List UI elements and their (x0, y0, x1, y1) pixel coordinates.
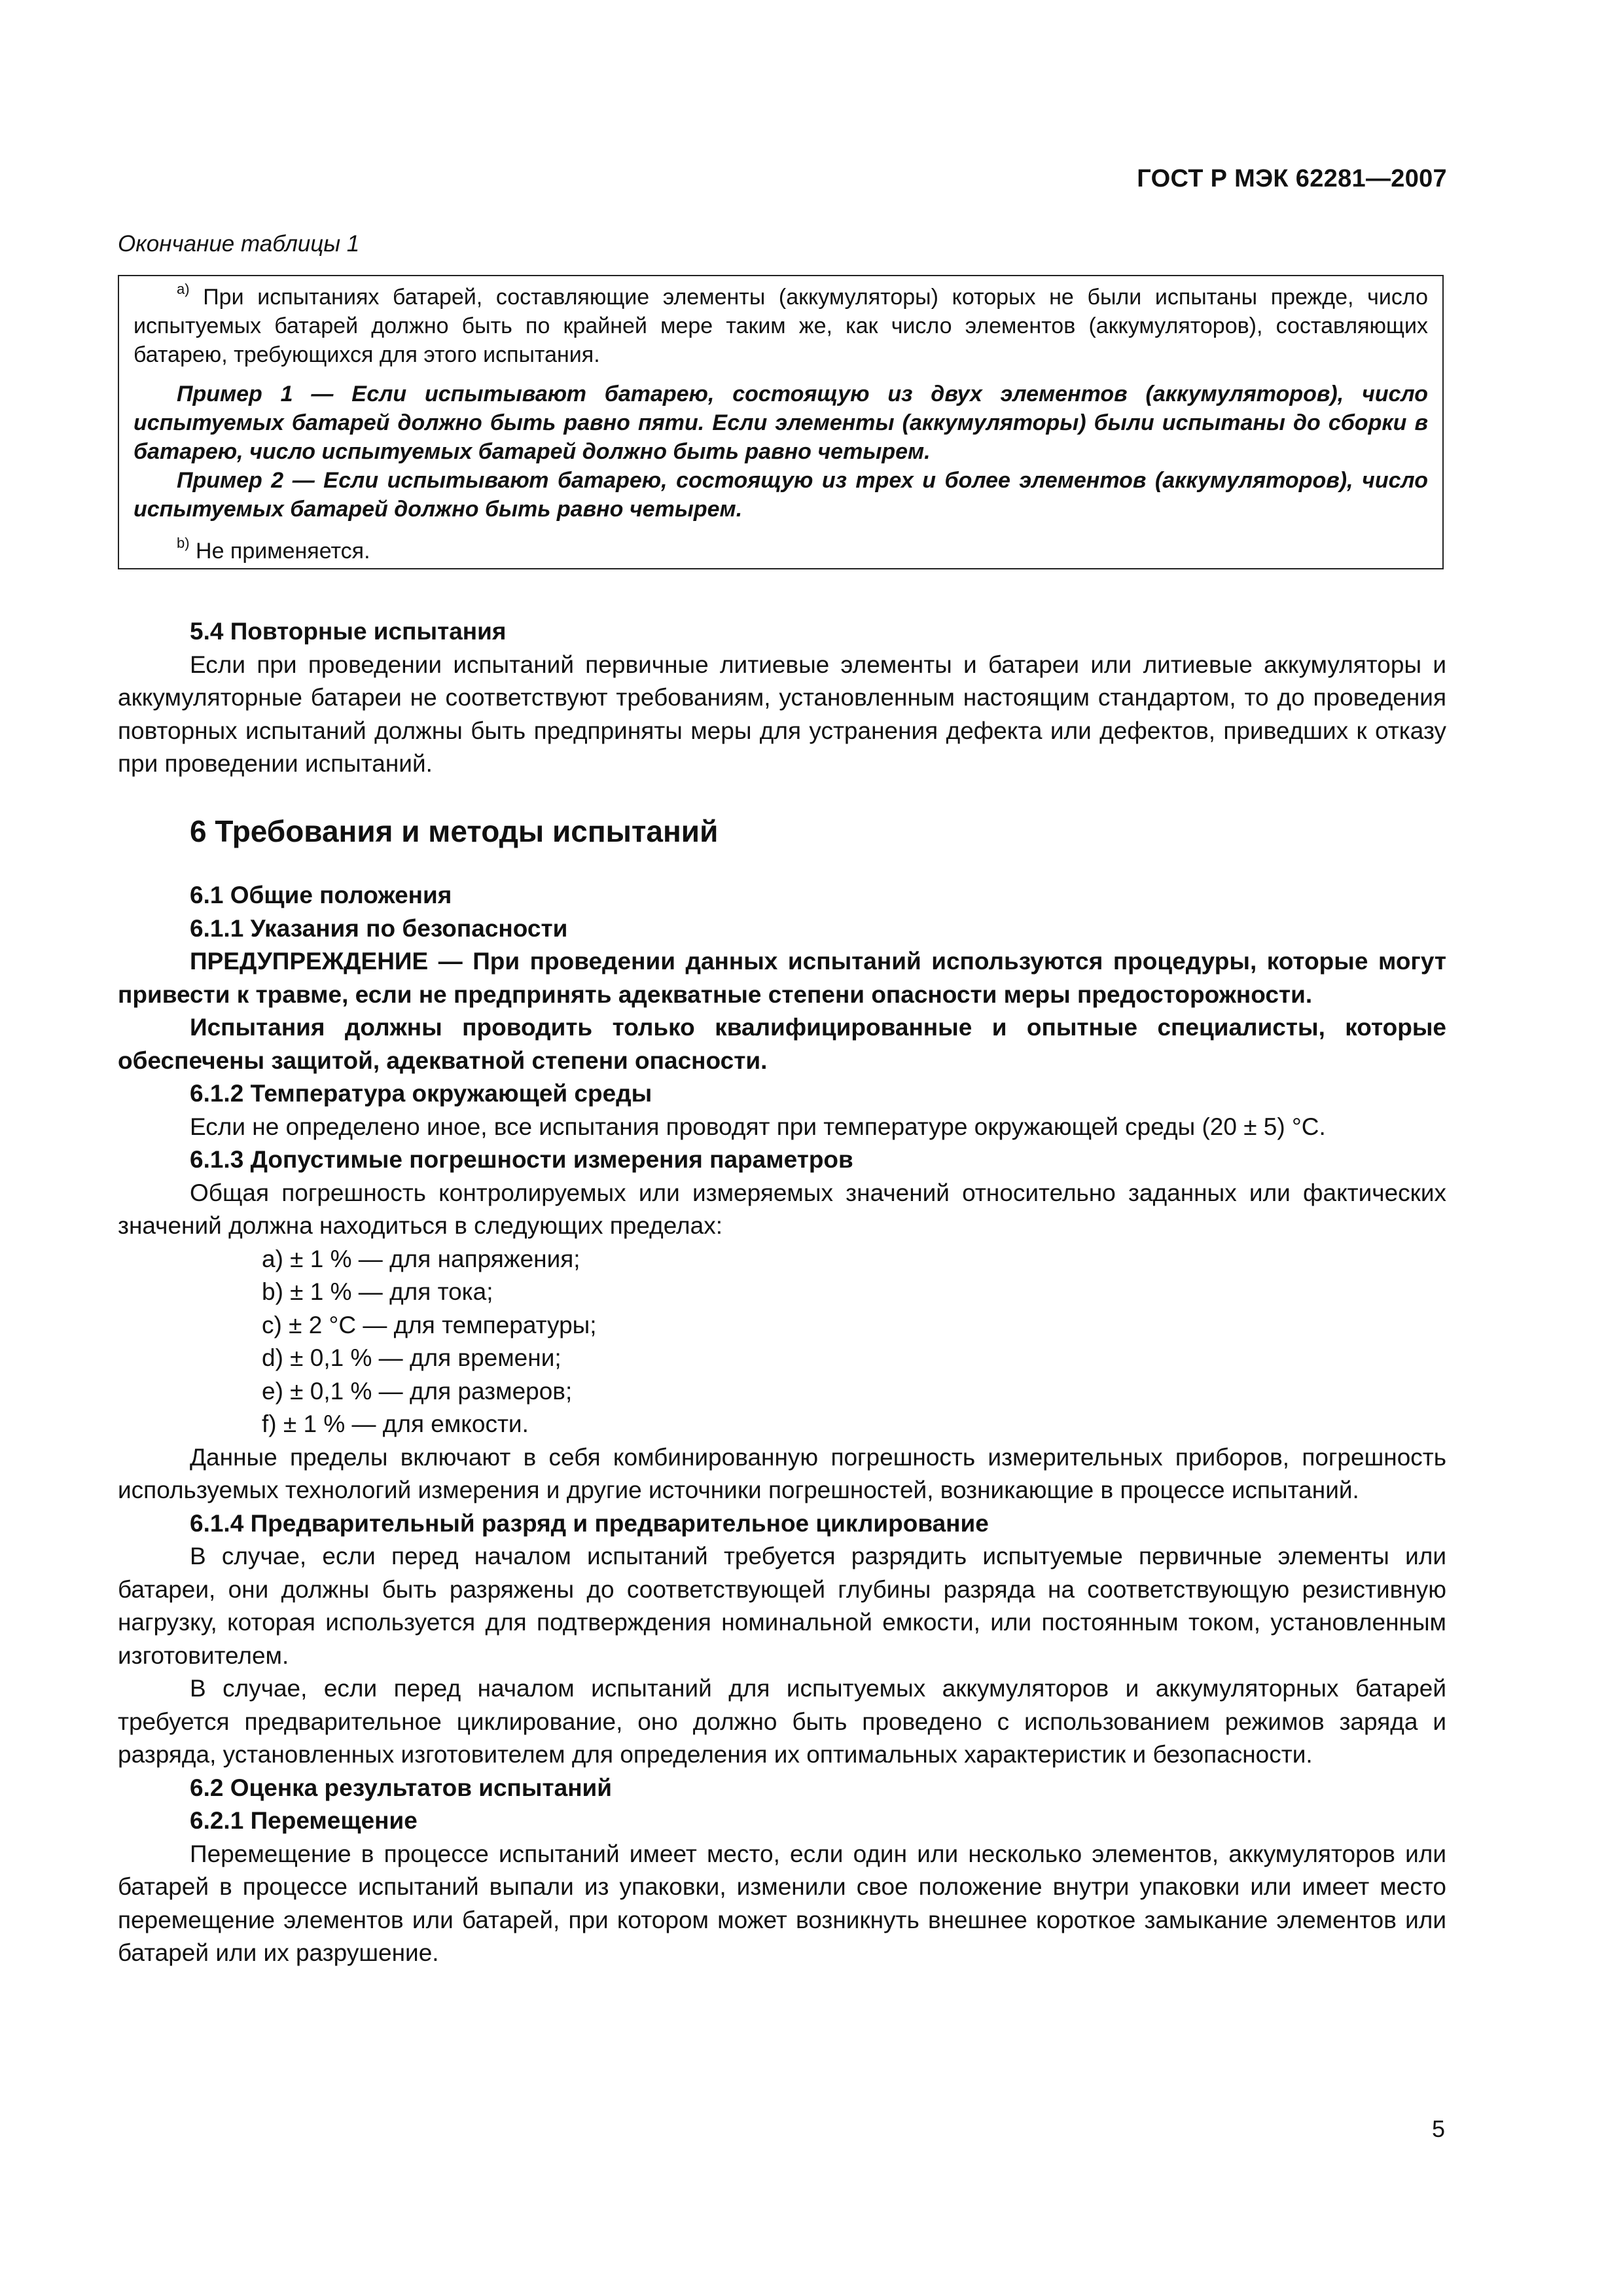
heading-6-1-3: 6.1.3 Допустимые погрешности измерения параметров (190, 1146, 853, 1173)
note-a-marker: a) (177, 280, 190, 297)
note-b-text: Не применяется. (196, 539, 370, 564)
note-a (134, 280, 1428, 369)
paragraph-6-2-1: Перемещение в процессе испытаний имеет место, если один или несколько элементов, аккумуляторов или батарей в процессе испытаний выпали из упаковки, изменили свое положение внутри упаковки или имеет место перемещение элементов или батарей, при котором может возникнуть внешнее короткое замыкание элементов или батарей или их разрушение. (118, 1840, 1446, 1966)
note-b (134, 534, 1428, 565)
paragraph-5-4: Если при проведении испытаний первичные литиевые элементы и батареи или литиевые аккумуляторы и аккумуляторные батареи не соответствуют требованиям, установленным настоящим стандартом, то до проведения повторных испытаний должны быть предприняты меры для устранения дефекта или дефектов, приведших к отказу при проведении испытаний. (118, 651, 1446, 777)
tolerance-item: c) ± 2 °С — для температуры; (262, 1311, 597, 1338)
heading-6-1-2: 6.1.2 Температура окружающей среды (190, 1080, 652, 1107)
document-code: ГОСТ Р МЭК 62281—2007 (1137, 165, 1447, 192)
note-b-marker: b) (177, 534, 190, 551)
heading-6-2: 6.2 Оценка результатов испытаний (190, 1774, 613, 1801)
qualified-personnel-paragraph: Испытания должны проводить только квалифицированные и опытные специалисты, которые обеспечены защитой, адекватной степени опасности. (118, 1014, 1446, 1074)
example-2: Пример 2 — Если испытывают батарею, состоящую из трех и более элементов (аккумуляторов), число испытуемых батарей должно быть равно четырем. (134, 468, 1428, 522)
tolerance-item: d) ± 0,1 % — для времени; (262, 1344, 562, 1371)
example-1: Пример 1 — Если испытывают батарею, состоящую из двух элементов (аккумуляторов), число испытуемых батарей должно быть равно пяти. Если элементы (аккумуляторы) были испытаны до сборки в батарею, число испытуемых батарей должно быть равно четырем. (134, 382, 1428, 464)
heading-6-1: 6.1 Общие положения (190, 882, 452, 908)
note-a-text: При испытаниях батарей, составляющие элементы (аккумуляторы) которых не были испытаны прежде, число испытуемых батарей должно быть по крайней мере таким же, как число элементов (аккумуляторов), составляющих батарею, требующихся для этого испытания. (134, 285, 1428, 367)
paragraph-6-1-4-b: В случае, если перед началом испытаний для испытуемых аккумуляторов и аккумуляторных батарей требуется предварительное циклирование, оно должно быть проведено с использованием режимов заряда и разряда, установленных изготовителем для определения их оптимальных характеристик и безопасности. (118, 1675, 1446, 1768)
paragraph-6-1-3-tail: Данные пределы включают в себя комбинированную погрешность измерительных приборов, погрешность используемых технологий измерения и другие источники погрешностей, возникающие в процессе испытаний. (118, 1443, 1446, 1503)
paragraph-6-1-2: Если не определено иное, все испытания проводят при температуре окружающей среды (20 ± 5) °С. (190, 1113, 1326, 1140)
tolerance-item: f) ± 1 % — для емкости. (262, 1410, 529, 1437)
tolerance-item: b) ± 1 % — для тока; (262, 1278, 493, 1305)
tolerance-item: e) ± 0,1 % — для размеров; (262, 1377, 573, 1405)
page-number: 5 (1431, 2115, 1445, 2142)
table-notes-box (118, 275, 1444, 569)
main-text (118, 615, 1446, 1970)
warning-paragraph: ПРЕДУПРЕЖДЕНИЕ — При проведении данных испытаний используются процедуры, которые могут привести к травме, если не предпринять адекватные степени опасности меры предосторожности. (118, 948, 1446, 1008)
heading-6-2-1: 6.2.1 Перемещение (190, 1807, 418, 1834)
paragraph-6-1-3: Общая погрешность контролируемых или измеряемых значений относительно заданных или фактических значений должна находиться в следующих пределах: (118, 1179, 1446, 1239)
heading-6-1-1: 6.1.1 Указания по безопасности (190, 914, 568, 942)
tolerance-item: а) ± 1 % — для напряжения; (262, 1245, 580, 1272)
heading-section-6: 6 Требования и методы испытаний (190, 814, 719, 848)
heading-6-1-4: 6.1.4 Предварительный разряд и предварительное циклирование (190, 1509, 989, 1537)
table-caption: Окончание таблицы 1 (118, 231, 360, 257)
paragraph-6-1-4-a: В случае, если перед началом испытаний требуется разрядить испытуемые первичные элементы или батареи, они должны быть разряжены до соответствующей глубины разряда на соответствующую резистивную нагрузку, которая используется для подтверждения номинальной емкости, или постоянным током, установленным изготовителем. (118, 1543, 1446, 1669)
heading-5-4: 5.4 Повторные испытания (190, 618, 507, 645)
